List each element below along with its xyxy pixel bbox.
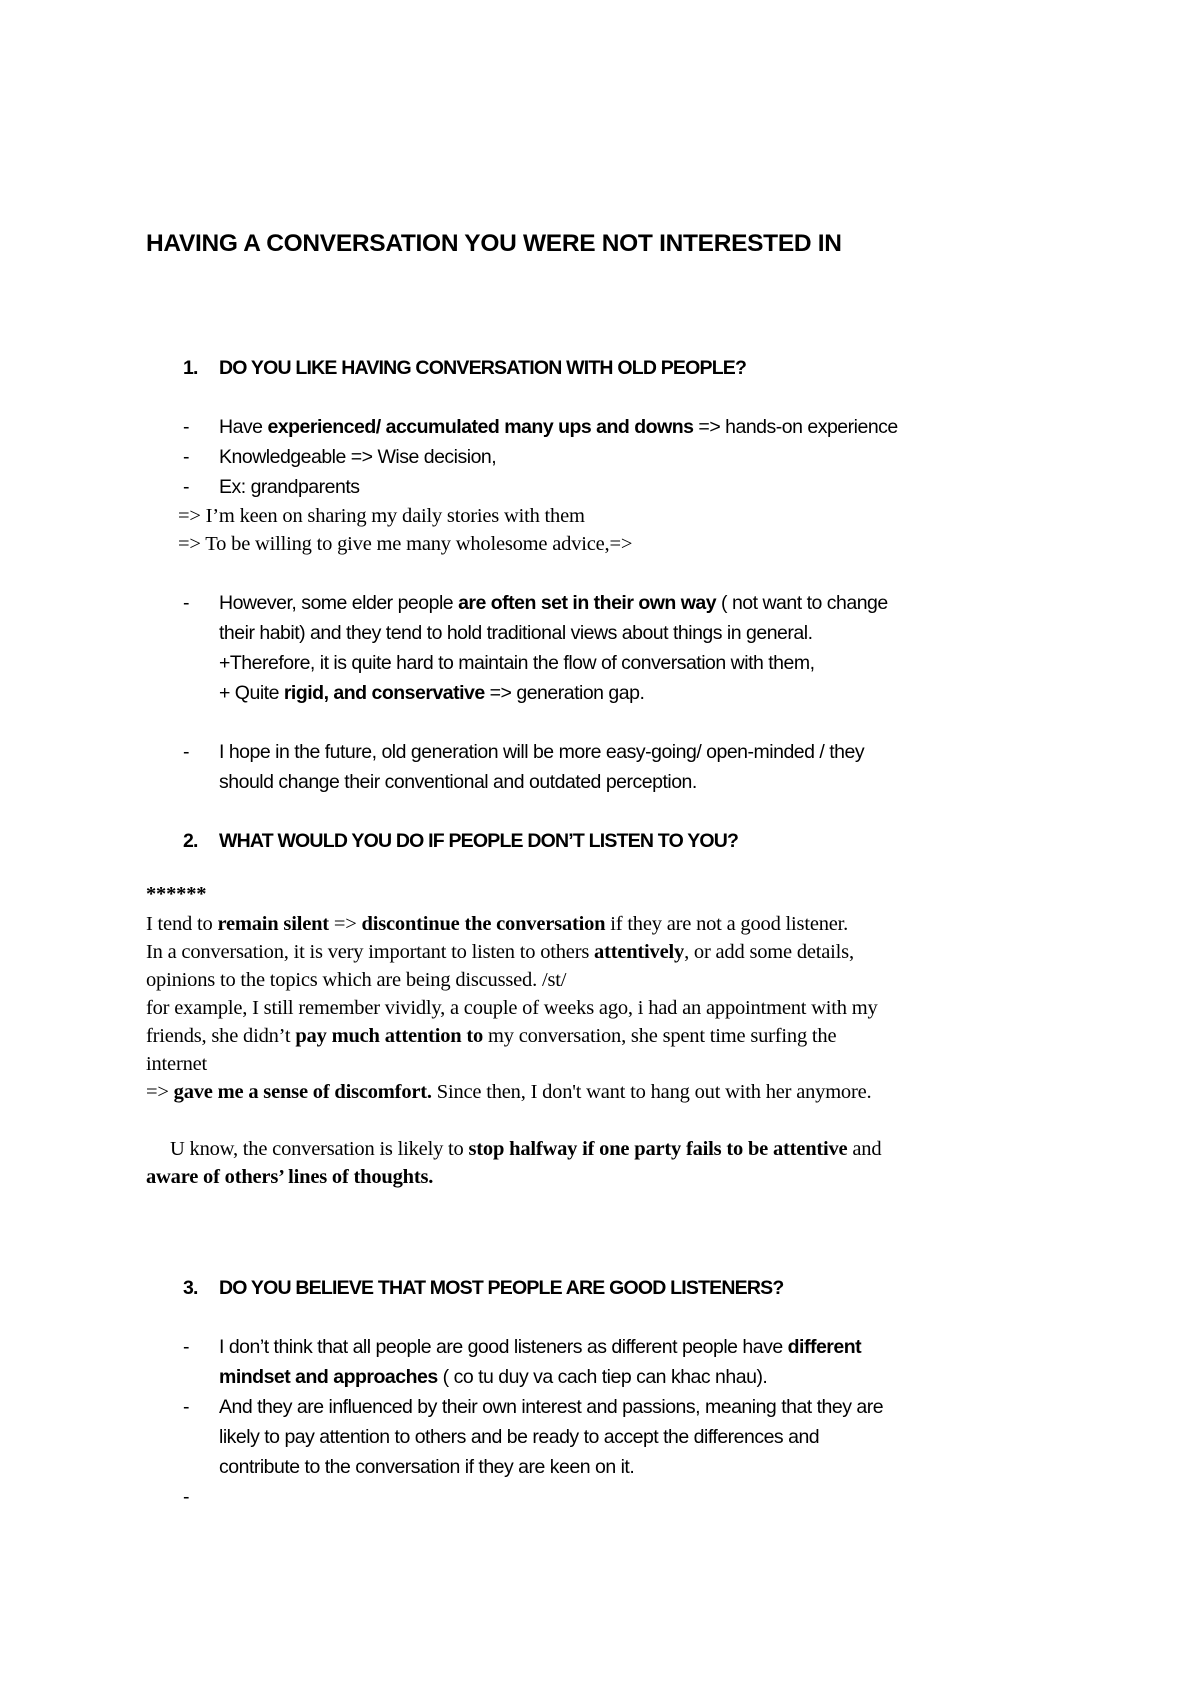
question-number: 1. [183, 357, 198, 379]
bold-run: discontinue the conversation [361, 913, 606, 935]
bullet-continuation [183, 1362, 861, 1392]
text-run: => hands-on experience [693, 416, 898, 438]
page-title: HAVING A CONVERSATION YOU WERE NOT INTERESTED IN [146, 230, 842, 257]
bullet-continuation [183, 678, 888, 708]
text-line: opinions to the topics which are being discussed. /st/ [146, 969, 567, 991]
question-text: DO YOU BELIEVE THAT MOST PEOPLE ARE GOOD LISTENERS? [219, 1277, 784, 1299]
bold-run: experienced/ accumulated many ups and downs [267, 416, 694, 438]
text-run: I don’t think that all people are good listeners as different people have [219, 1336, 788, 1358]
bullet-item [183, 1482, 219, 1512]
bold-run: are often set in their own way [458, 592, 717, 614]
text-line: => I’m keen on sharing my daily stories with them [178, 505, 585, 527]
bullet-item [183, 472, 360, 502]
text-line [146, 938, 854, 966]
text-run: I hope in the future, old generation will be more easy-going/ open-minded / they [219, 741, 865, 763]
bullet-continuation: +Therefore, it is quite hard to maintain the flow of conversation with them, [219, 652, 815, 674]
text-line [146, 1078, 871, 1106]
bullet-dash: - [183, 1336, 189, 1358]
text-run: => generation gap. [484, 682, 645, 704]
text-run: ( not want to change [716, 592, 888, 614]
bold-run: attentively [594, 941, 685, 963]
bold-run: different [787, 1336, 862, 1358]
text-run: Have [219, 416, 268, 438]
bold-run: mindset and approaches [219, 1366, 438, 1388]
text-line: for example, I still remember vividly, a couple of weeks ago, i had an appointment with my [146, 997, 878, 1019]
question-number: 3. [183, 1277, 198, 1299]
text-run: Knowledgeable => Wise decision, [219, 446, 497, 468]
text-run: + Quite [219, 682, 284, 704]
text-run: and [847, 1138, 882, 1160]
text-line [146, 1022, 836, 1050]
stars-divider: ****** [146, 883, 207, 905]
bullet-dash: - [183, 592, 189, 614]
question-number: 2. [183, 830, 198, 852]
bullet-item [183, 1392, 883, 1482]
bullet-continuation: likely to pay attention to others and be ready to accept the differences and [219, 1426, 820, 1448]
text-run: , or add some details, [684, 941, 854, 963]
text-run: However, some elder people [219, 592, 459, 614]
bold-run: stop halfway if one party fails to be attentive [468, 1138, 848, 1160]
text-run: U know, the conversation is likely to [170, 1138, 469, 1160]
bold-run: rigid, and conservative [283, 682, 485, 704]
bullet-item [183, 588, 888, 708]
bullet-item [183, 737, 864, 797]
bold-run: remain silent [217, 913, 329, 935]
bullet-item [183, 1332, 861, 1392]
text-line: => To be willing to give me many wholesome advice,=> [178, 533, 633, 555]
bullet-dash: - [183, 741, 189, 763]
bullet-dash: - [183, 476, 189, 498]
bold-run: gave me a sense of discomfort. [173, 1081, 432, 1103]
question-text: WHAT WOULD YOU DO IF PEOPLE DON’T LISTEN TO YOU? [219, 830, 739, 852]
text-run: And they are influenced by their own interest and passions, meaning that they are [219, 1396, 884, 1418]
text-line [170, 1135, 881, 1163]
question-2 [183, 830, 738, 853]
bullet-dash: - [183, 1486, 189, 1508]
bullet-dash: - [183, 1396, 189, 1418]
bullet-continuation: contribute to the conversation if they are keen on it. [219, 1456, 635, 1478]
bullet-dash: - [183, 446, 189, 468]
text-run: Since then, I don't want to hang out with her anymore. [431, 1081, 872, 1103]
bullet-continuation: their habit) and they tend to hold traditional views about things in general. [219, 622, 813, 644]
text-line: internet [146, 1053, 208, 1075]
text-run: I tend to [146, 913, 218, 935]
bullet-continuation: should change their conventional and outdated perception. [219, 771, 697, 793]
text-run: friends, she didn’t [146, 1025, 296, 1047]
text-run: => [146, 1081, 174, 1103]
question-text: DO YOU LIKE HAVING CONVERSATION WITH OLD PEOPLE? [219, 357, 747, 379]
text-run: ( co tu duy va cach tiep can khac nhau). [437, 1366, 768, 1388]
text-run: => [328, 913, 362, 935]
question-1 [183, 357, 746, 380]
text-run: In a conversation, it is very important to listen to others [146, 941, 595, 963]
bullet-dash: - [183, 416, 189, 438]
text-line: aware of others’ lines of thoughts. [146, 1166, 434, 1188]
question-3 [183, 1277, 783, 1300]
text-line [146, 910, 848, 938]
text-run: Ex: grandparents [219, 476, 360, 498]
bullet-item [183, 412, 898, 442]
text-run: my conversation, she spent time surfing the [483, 1025, 837, 1047]
text-run: if they are not a good listener. [605, 913, 849, 935]
bullet-item [183, 442, 496, 472]
bold-run: pay much attention to [295, 1025, 484, 1047]
